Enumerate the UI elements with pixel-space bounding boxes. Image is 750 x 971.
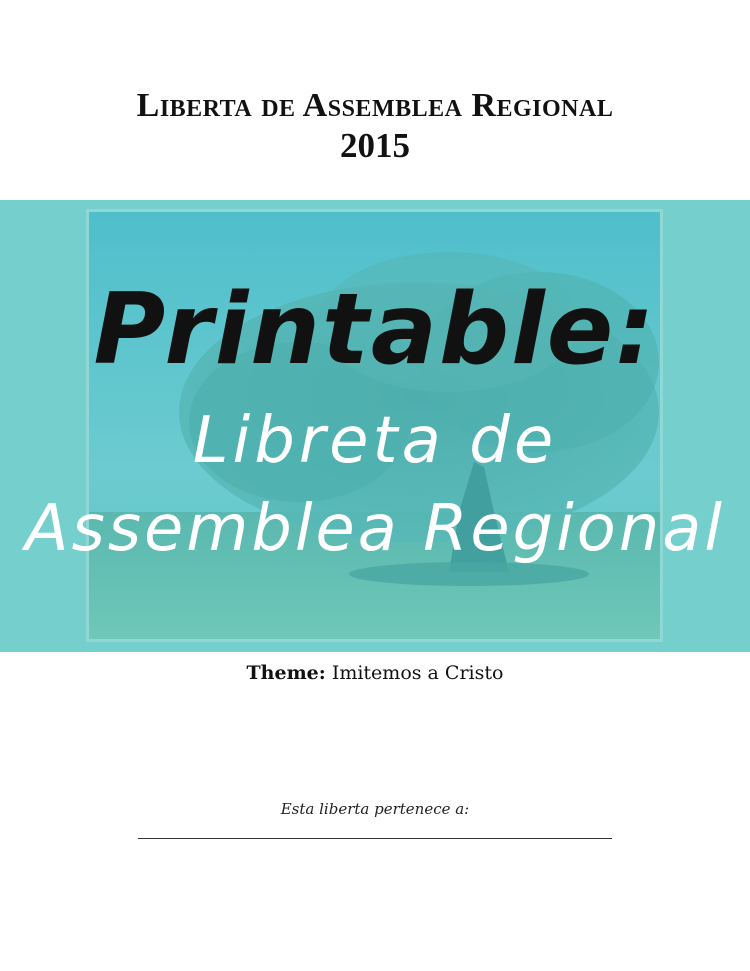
theme-label: Theme:	[246, 662, 326, 684]
page-header	[0, 86, 750, 166]
theme-value: Imitemos a Cristo	[331, 662, 504, 684]
banner-subtitle-line1: Libreta de	[192, 404, 558, 478]
owner-label: Esta liberta pertenece a:	[280, 800, 470, 818]
page-year: 2015	[340, 126, 410, 165]
owner-signature-line	[138, 838, 612, 839]
banner-text-overlay	[0, 200, 750, 652]
cover-banner	[0, 200, 750, 652]
theme-line	[0, 662, 750, 684]
page-title: Liberta de Assemblea Regional	[136, 87, 614, 124]
banner-headline: Printable:	[93, 273, 657, 387]
banner-subtitle-line2: Assemblea Regional	[21, 492, 726, 566]
